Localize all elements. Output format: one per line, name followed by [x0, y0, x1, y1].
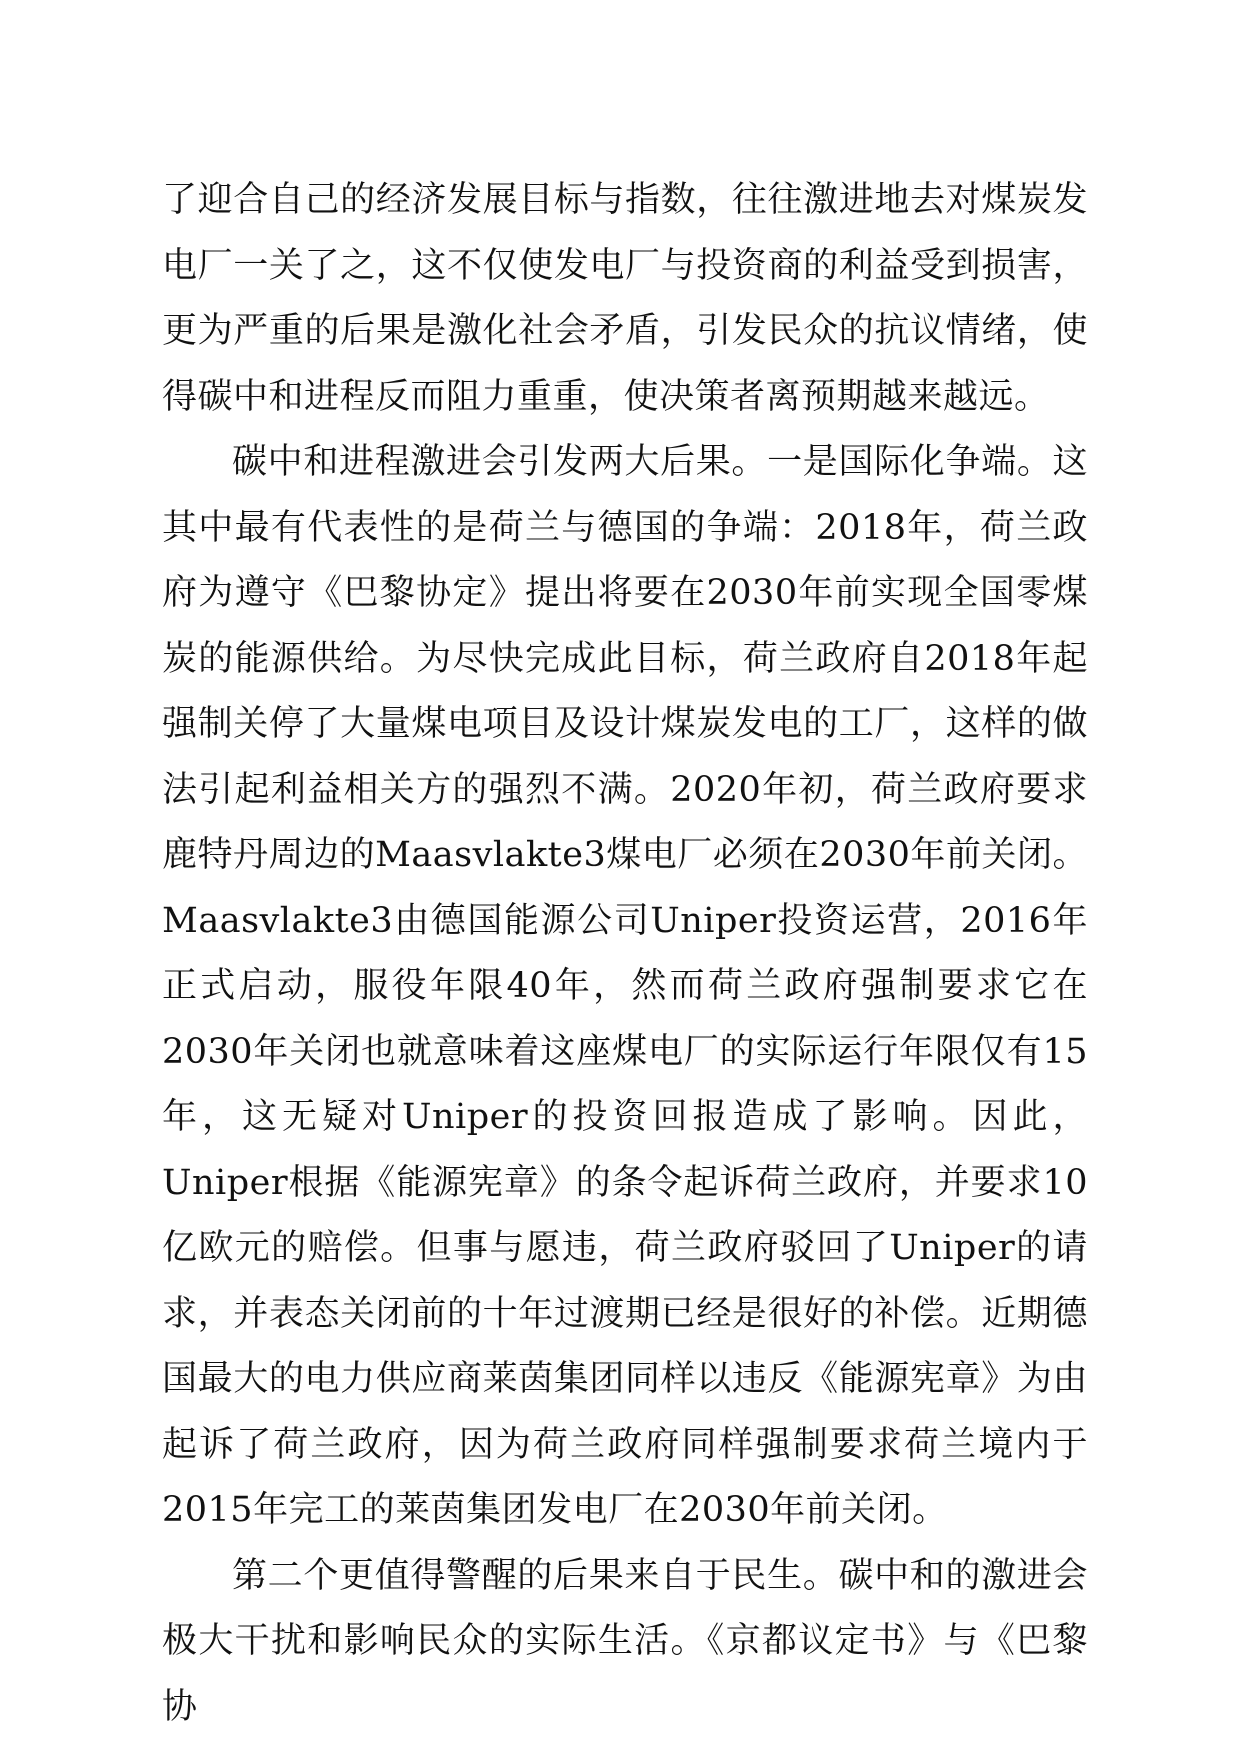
paragraph-continuation: 了迎合自己的经济发展目标与指数，往往激进地去对煤炭发电厂一关了之，这不仅使发电厂与投资商的利益受到损害，更为严重的后果是激化社会矛盾，引发民众的抗议情绪，使得碳中和进程反而阻力重重，使决策者离预期越来越远。 — [162, 180, 1088, 417]
paragraph-international-disputes: 碳中和进程激进会引发两大后果。一是国际化争端。这其中最有代表性的是荷兰与德国的争端：2018年，荷兰政府为遵守《巴黎协定》提出将要在2030年前实现全国零煤炭的能源供给。为尽快完成此目标，荷兰政府自2018年起强制关停了大量煤电项目及设计煤炭发电的工厂，这样的做法引起利益相关方的强烈不满。2020年初，荷兰政府要求鹿特丹周边的Maasvlakte3煤电厂必须在2030年前关闭。Maasvlakte3由德国能源公司Uniper投资运营，2016年正式启动，服役年限40年，然而荷兰政府强制要求它在2030年关闭也就意味着这座煤电厂的实际运行年限仅有15年，这无疑对Uniper的投资回报造成了影响。因此，Uniper根据《能源宪章》的条令起诉荷兰政府，并要求10亿欧元的赔偿。但事与愿违，荷兰政府驳回了Uniper的请求，并表态关闭前的十年过渡期已经是很好的补偿。近期德国最大的电力供应商莱茵集团同样以违反《能源宪章》为由起诉了荷兰政府，因为荷兰政府同样强制要求荷兰境内于2015年完工的莱茵集团发电厂在2030年前关闭。 — [162, 442, 1088, 1530]
body-text — [162, 168, 1088, 1740]
paragraph-livelihood-consequence: 第二个更值得警醒的后果来自于民生。碳中和的激进会极大干扰和影响民众的实际生活。《京都议定书》与《巴黎协 — [162, 1555, 1088, 1727]
